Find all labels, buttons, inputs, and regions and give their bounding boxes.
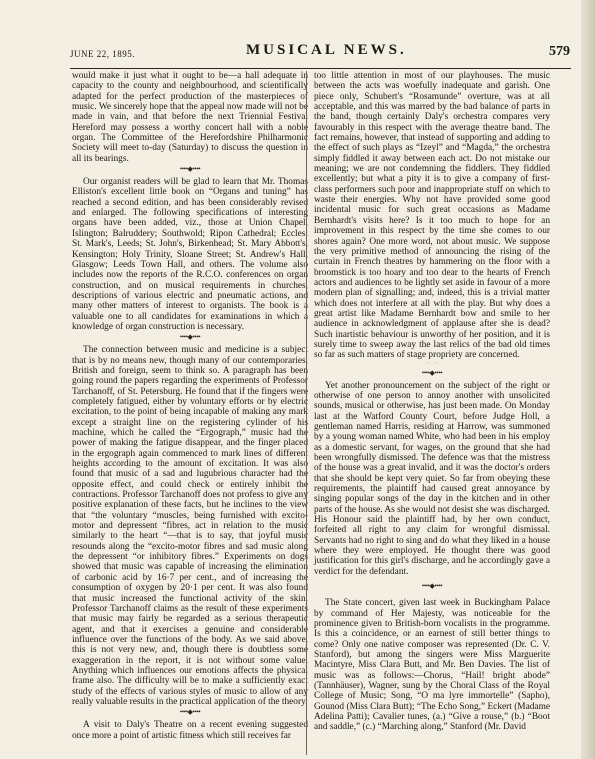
page-number: 579 — [549, 44, 570, 59]
header-rule — [70, 68, 571, 69]
article-hereford-hall: would make it just what it ought to be—a hall adequate in capacity to the county and neighbourhood, and scientifically adapted for the perfect production of the masterpieces of music. We sincerely hope that the appeal now made will not be made in vain, and that before the next Triennial Festival Hereford may possess a worthy concert hall with a noble organ. The Committee of the Herefordshire Philharmonic Society will meet to-day (Saturday) to discuss the question in all its bearings. — [72, 71, 308, 164]
publication-title: MUSICAL NEWS. — [246, 42, 407, 58]
issue-date: JUNE 22, 1895. — [70, 49, 135, 59]
right-column — [314, 71, 550, 733]
article-dalys-theatre-continued: too little attention in most of our playhouses. The music between the acts was woefully inadequate and garish. One piece only, Schubert's “Rosamunde” overture, was at all acceptable, and this was marred by the bad balance of parts in the band, though certainly Daly's orchestra compares very favourably in this respect with the average theatre band. The fact remains, however, that instead of supporting and adding to the effect of such plays as “Izeyl” and “Magda,” the orchestra simply fiddled it away between each act. Do not mistake our meaning; we are not condemning the fiddlers. They fiddled excellently; but what a pity it is to give a company of first-class performers such poor and inappropriate stuff on which to waste their energies. Why not have provided some good incidental music for such great occasions as Madame Bernhardt's visits here? Is it too much to hope for an improvement in this respect by the time she comes to our shores again? One more word, not about music. We suppose the very primitive method of announcing the rising of the curtain in French theatres by hammering on the floor with a broomstick is too hoary and too dear to the hearts of French actors and audiences to be lightly set aside in favour of a more modern plan of signalling; and, indeed, this is a trivial matter which does not interfere at all with the play. But why does a great artist like Madame Bernhardt bow and smile to her audience in acknowledgment of applause after she is dead? Such inartistic behaviour is unworthy of her position, and it is surely time to sweep away the last relics of the bad old times so far as such matters of stage propriety are concerned. — [314, 71, 550, 361]
article-music-and-medicine: The connection between music and medicine is a subject that is by no means new, though many of our contemporaries, British and foreign, seem to think so. A paragraph has been going round the papers regarding the experiments of Professor Tarchanoff, of St. Petersburg. He found that if the fingers were completely fatigued, either by voluntary efforts or by electric excitation, to the point of being incapable of making any mark except a straight line on the registering cylinder of his machine, which he called the “Ergograph,” music had the power of making the fatigue disappear, and the finger placed in the ergograph again commenced to mark lines of different heights according to the amount of excitation. It was also found that music of a sad and lugubrious character had the opposite effect, and could check or entirely inhibit the contractions. Professor Tarchanoff does not profess to give any positive explanation of these facts, but he inclines to the view that “the voluntary “muscles, being furnished with excito-motor and depressent “fibres, act in relation to the music similarly to the heart “—that is to say, that joyful music resounds along the “excito-motor fibres and sad music along the depressent “or inhibitory fibres.” Experiments on dogs showed that music was capable of increasing the elimination of carbonic acid by 16·7 per cent., and of increasing the consumption of oxygen by 20·1 per cent. It was also found that music increased the functional activity of the skin. Professor Tarchanoff claims as the result of these experiments that music may fairly be regarded as a serious therapeutic agent, and that it exercises a genuine and considerable influence over the functions of the body. As we said above, this is not very new, and, though there is doubtless some exaggeration in the report, it is not without some value. Anything which influences our emotions affects the physical frame also. The difficulty will be to make a sufficiently exact study of the effects of various styles of music to allow of any really valuable results in the practical application of the theory. — [72, 345, 308, 707]
section-divider-ornament: ••••◆•••• — [421, 582, 443, 591]
section-divider-ornament: ••••◆•••• — [421, 368, 443, 377]
section-divider-ornament: ••••◆•••• — [179, 333, 201, 342]
left-column — [72, 71, 308, 741]
section-divider-ornament: ••••◆•••• — [179, 165, 201, 174]
show-through-mark: ~···~ — [425, 360, 439, 367]
column-divider — [306, 71, 307, 755]
page-header — [70, 42, 570, 62]
section-divider-ornament: ••••◆•••• — [179, 708, 201, 717]
article-organs-and-tuning: Our organist readers will be glad to learn that Mr. Thomas Elliston's excellent little book on “Organs and tuning” has reached a second edition, and has been considerably revised and enlarged. The following specifications of interesting organs have been added, viz., those at Union Chapel, Islington; Balruddery; Southwold; Ripon Cathedral; Eccles; St. Mark's, Leeds; St. John's, Birkenhead; St. Mary Abbott's, Kensington; Holy Trinity, Sloane Street; St. Andrew's Hall, Glasgow; Leeds Town Hall, and others. The volume also includes now the reports of the R.C.O. conferences on organ construction, and on musical requirements in churches, descriptions of various electric and pneumatic actions, and many other matters of interest to organists. The book is a valuable one to all candidates for examinations in which a knowledge of organ construction is necessary. — [72, 177, 308, 332]
article-dalys-theatre-start: A visit to Daly's Theatre on a recent evening suggested once more a point of artistic fitness which still receives far — [72, 720, 308, 741]
article-servant-singing-case: Yet another pronouncement on the subject of the right or otherwise of one person to annoy another with unsolicited sounds, musical or otherwise, has just been made. On Monday last at the Watford County Court, before Judge Holl, a gentleman named Harris, residing at Harrow, was summoned by a young woman named White, who had been in his employ as a domestic servant, for wages, on the ground that she had been wrongfully dismissed. The defence was that the mistress of the house was a great invalid, and it was the doctor's orders that she should be kept very quiet. So far from obeying these requirements, the plaintiff had caused great annoyance by singing popular songs of the day in the kitchen and in other parts of the house. As she would not desist she was discharged. His Honour said the plaintiff had, by her own conduct, forfeited all right to any claim for wrongful dismissal. Servants had no right to sing and do what they liked in a house where they were employed. He thought there was good justification for this girl's discharge, and he accordingly gave a verdict for the defendant. — [314, 380, 550, 577]
page-binding-edge — [581, 0, 595, 759]
article-state-concert: The State concert, given last week in Buckingham Palace by command of Her Majesty, was noticeable for the prominence given to British-born vocalists in the programme. Is this a coincidence, or an earnest of still better things to come? Only one native composer was represented (Dr. C. V. Stanford), but among the singers were Miss Marguerite Macintyre, Miss Clara Butt, and Mr. Ben Davies. The list of music was as follows:—Chorus, “Hail! bright abode” (Tannhäuser), Wagner, sung by the Choral Class of the Royal College of Music; Song, “O ma lyre immortelle” (Sapho), Gounod (Miss Clara Butt); “The Echo Song,” Eckert (Madame Adelina Patti); Cavalier tunes, (a.) “Give a rouse,” (b.) “Boot and saddle,” (c.) “Marching along,” Stanford (Mr. David — [314, 598, 550, 733]
